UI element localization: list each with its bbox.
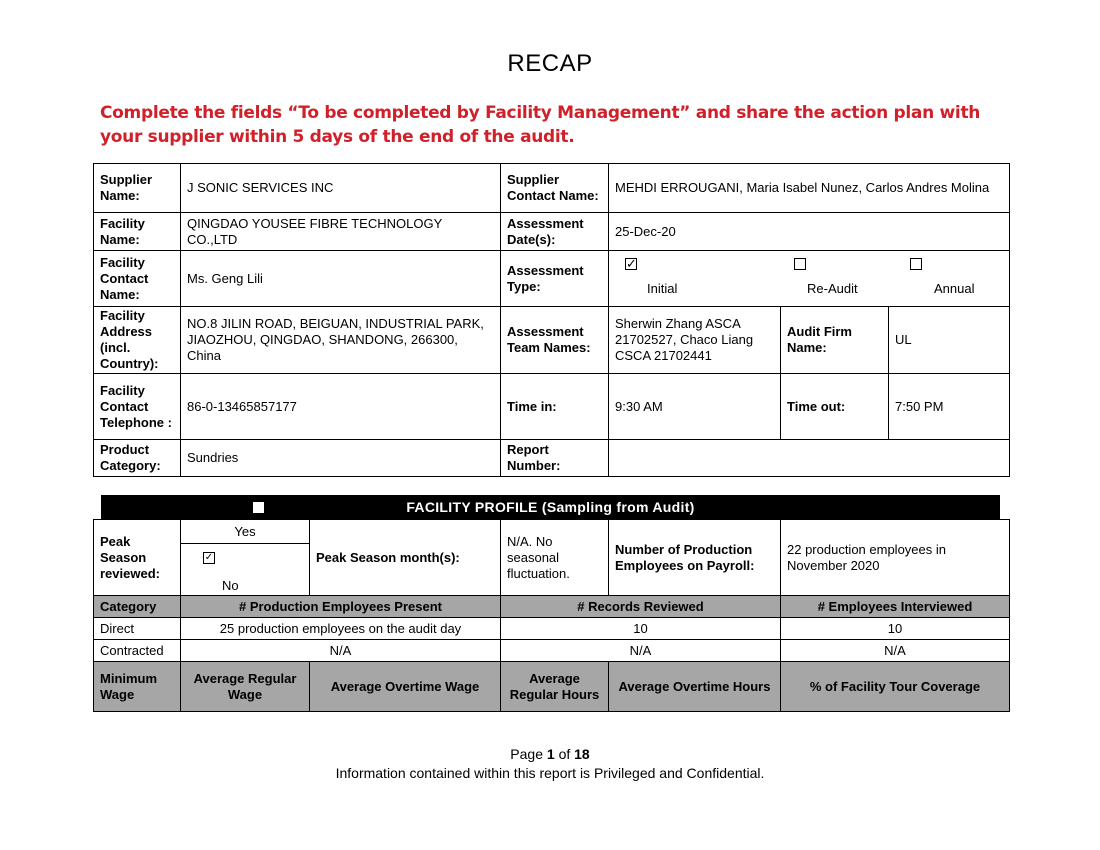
col-avg-overtime-wage: Average Overtime Wage: [310, 662, 501, 712]
square-bullet-icon: [253, 502, 264, 513]
initial-label: Initial: [647, 281, 678, 296]
peak-no-checkbox[interactable]: ✓: [204, 552, 214, 563]
col-tour-coverage: % of Facility Tour Coverage: [781, 662, 1010, 712]
assessment-dates-value: 25-Dec-20: [609, 213, 1010, 251]
page-current: 1: [546, 746, 555, 762]
product-category-label: Product Category:: [94, 440, 181, 477]
peak-months-label: Peak Season month(s):: [310, 520, 501, 596]
facility-profile-title: FACILITY PROFILE (Sampling from Audit): [406, 499, 695, 515]
row-direct-interviewed: 10: [781, 618, 1010, 640]
facility-profile-table: [93, 519, 1010, 712]
audit-firm-value: UL: [889, 307, 1010, 374]
facility-profile-header: [101, 495, 1000, 519]
supplier-contact-label: Supplier Contact Name:: [501, 164, 609, 213]
peak-yes-label: Yes: [181, 520, 310, 544]
num-employees-value: 22 production employees in November 2020: [781, 520, 1010, 596]
page-of: of: [558, 746, 571, 762]
page-prefix: Page: [510, 746, 543, 762]
col-records-reviewed: # Records Reviewed: [501, 596, 781, 618]
facility-contact-label: Facility Contact Name:: [94, 251, 181, 307]
row-direct-records: 10: [501, 618, 781, 640]
confidential-notice: Information contained within this report is Privileged and Confidential.: [335, 765, 765, 781]
peak-no-label: No: [222, 578, 239, 593]
report-number-value: [609, 440, 1010, 477]
instruction-text: Complete the fields “To be completed by Facility Management” and share the action plan with your supplier within 5 days of the end of the audit.: [100, 103, 981, 147]
assessment-dates-label: Assessment Date(s):: [501, 213, 609, 251]
facility-contact-value: Ms. Geng Lili: [181, 251, 501, 307]
table-row: [94, 618, 1010, 640]
page-total: 18: [574, 746, 590, 762]
col-employees-present: # Production Employees Present: [181, 596, 501, 618]
reaudit-label: Re-Audit: [807, 281, 858, 296]
facility-telephone-value: 86-0-13465857177: [181, 374, 501, 440]
row-direct-present: 25 production employees on the audit day: [181, 618, 501, 640]
annual-checkbox[interactable]: [910, 258, 922, 270]
assessment-type-options: [609, 251, 1010, 307]
col-avg-regular-hours: Average Regular Hours: [501, 662, 609, 712]
supplier-name-value: J SONIC SERVICES INC: [181, 164, 501, 213]
page-title: RECAP: [507, 50, 593, 77]
time-out-value: 7:50 PM: [889, 374, 1010, 440]
recap-info-table: [93, 163, 1010, 477]
page-number: [0, 746, 1100, 762]
initial-checkbox[interactable]: ✓: [626, 256, 637, 271]
time-out-label: Time out:: [781, 374, 889, 440]
peak-no-cell: [181, 544, 310, 596]
peak-reviewed-label: Peak Season reviewed:: [94, 520, 181, 596]
col-avg-overtime-hours: Average Overtime Hours: [609, 662, 781, 712]
col-category: Category: [94, 596, 181, 618]
peak-months-value: N/A. No seasonal fluctuation.: [501, 520, 609, 596]
row-contracted-category: Contracted: [94, 640, 181, 662]
facility-address-value: NO.8 JILIN ROAD, BEIGUAN, INDUSTRIAL PARK, JIAOZHOU, QINGDAO, SHANDONG, 266300, China: [181, 307, 501, 374]
team-names-value: Sherwin Zhang ASCA 21702527, Chaco Liang CSCA 21702441: [609, 307, 781, 374]
time-in-value: 9:30 AM: [609, 374, 781, 440]
report-number-label: Report Number:: [501, 440, 609, 477]
reaudit-checkbox[interactable]: [794, 258, 806, 270]
audit-firm-label: Audit Firm Name:: [781, 307, 889, 374]
col-employees-interviewed: # Employees Interviewed: [781, 596, 1010, 618]
time-in-label: Time in:: [501, 374, 609, 440]
product-category-value: Sundries: [181, 440, 501, 477]
row-contracted-present: N/A: [181, 640, 501, 662]
supplier-contact-value: MEHDI ERROUGANI, Maria Isabel Nunez, Carlos Andres Molina: [609, 164, 1010, 213]
row-direct-category: Direct: [94, 618, 181, 640]
facility-name-label: Facility Name:: [94, 213, 181, 251]
row-contracted-records: N/A: [501, 640, 781, 662]
facility-address-label: Facility Address (incl. Country):: [94, 307, 181, 374]
col-minimum-wage: Minimum Wage: [94, 662, 181, 712]
supplier-name-label: Supplier Name:: [94, 164, 181, 213]
annual-label: Annual: [934, 281, 975, 296]
num-employees-label: Number of Production Employees on Payroll:: [609, 520, 781, 596]
assessment-type-label: Assessment Type:: [501, 251, 609, 307]
facility-name-value: QINGDAO YOUSEE FIBRE TECHNOLOGY CO.,LTD: [181, 213, 501, 251]
team-names-label: Assessment Team Names:: [501, 307, 609, 374]
col-avg-regular-wage: Average Regular Wage: [181, 662, 310, 712]
table-row: [94, 640, 1010, 662]
facility-telephone-label: Facility Contact Telephone :: [94, 374, 181, 440]
row-contracted-interviewed: N/A: [781, 640, 1010, 662]
